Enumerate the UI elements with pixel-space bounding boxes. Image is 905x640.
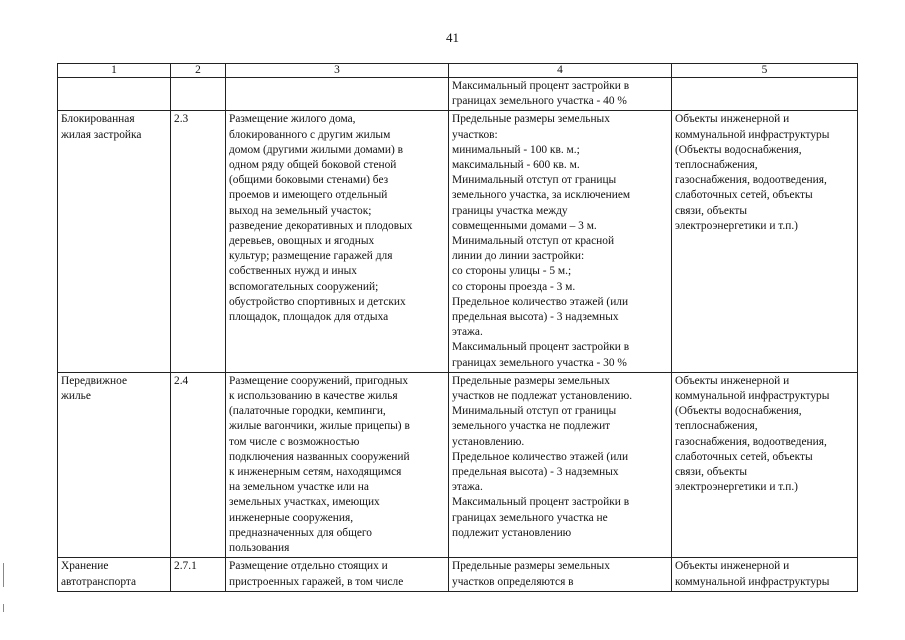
column-number: 4 [449,64,672,78]
use-name-cell [58,558,171,591]
text-line: связи, объекты [675,466,747,479]
text-line: коммунальной инфраструктуры [675,575,830,588]
description-cell [226,372,449,557]
text-line: этажа. [452,326,483,339]
text-line: связи, объекты [675,204,747,217]
text-line: электроэнергетики и т.п.) [675,481,798,494]
parameters-cell [449,558,672,591]
text-line: домом (другими жилыми домами) в [229,143,404,156]
text-line: слаботочных сетей, объекты [675,189,813,202]
use-code-cell: 2.7.1 [171,558,226,591]
use-name-cell [58,78,171,111]
text-line: Максимальный процент застройки в [452,80,630,92]
text-line: том числе с возможностью [229,435,360,448]
parameters-cell [449,78,672,111]
text-line: Размещение сооружений, пригодных [229,374,409,387]
text-line: жилые вагончики, жилые прицепы) в [229,420,410,433]
text-line: Предельные размеры земельных [452,560,610,573]
text-line: теплоснабжения, [675,159,758,172]
text-line: Максимальный процент застройки в [452,496,630,509]
text-line: границах земельного участка - 30 % [452,356,627,369]
text-line: пристроенных гаражей, в том числе [229,575,404,588]
text-line: газоснабжения, водоотведения, [675,174,827,187]
text-line: одном ряду общей боковой стеной [229,159,397,172]
text-line: Предельные размеры земельных [452,113,610,126]
column-number: 1 [58,64,171,78]
text-line: блокированного с другим жилым [229,128,391,141]
zoning-table [57,63,858,592]
text-line: Объекты инженерной и [675,374,790,387]
use-code-cell [171,78,226,111]
text-line: газоснабжения, водоотведения, [675,435,827,448]
text-line: инженерные сооружения, [229,511,354,524]
parameters-cell [449,111,672,372]
objects-cell [672,78,858,111]
text-line: к инженерным сетям, находящимся [229,466,402,479]
text-line: участков определяются в [452,575,574,588]
text-line: вспомогательных сооружений; [229,280,379,293]
text-line: теплоснабжения, [675,420,758,433]
text-line: к использованию в качестве жилья [229,390,398,403]
text-line: участков: [452,128,498,141]
column-number: 2 [171,64,226,78]
text-line: жилье [61,390,91,403]
text-line: Объекты инженерной и [675,560,790,573]
text-line: Объекты инженерной и [675,113,790,126]
description-cell [226,111,449,372]
text-line: Минимальный отступ от красной [452,235,615,248]
text-line: предназначенных для общего [229,526,372,539]
text-line: (палаточные городки, кемпинги, [229,405,386,418]
text-line: Размещение отдельно стоящих и [229,560,388,573]
column-number: 5 [672,64,858,78]
text-line: разведение декоративных и плодовых [229,219,413,232]
text-line: Предельное количество этажей (или [452,295,629,308]
text-line: предельная высота) - 3 надземных [452,466,619,479]
text-line: на земельном участке или на [229,481,369,494]
table-row [58,78,858,111]
parameters-cell [449,372,672,557]
text-line: слаботочных сетей, объекты [675,450,813,463]
description-cell [226,78,449,111]
text-line: подлежит установлению [452,526,572,539]
text-line: (Объекты водоснабжения, [675,405,802,418]
text-line: Размещение жилого дома, [229,113,356,126]
text-line: Передвижное [61,374,128,387]
text-line: автотранспорта [61,575,137,588]
text-line: земельного участка не подлежит [452,420,611,433]
text-line: коммунальной инфраструктуры [675,390,830,403]
text-line: Предельные размеры земельных [452,374,610,387]
text-line: Блокированная [61,113,135,126]
text-line: со стороны улицы - 5 м.; [452,265,572,278]
text-line: границы участка между [452,204,568,217]
text-line: выход на земельный участок; [229,204,372,217]
use-code-cell: 2.3 [171,111,226,372]
text-line: культур; размещение гаражей для [229,250,393,263]
text-line: подключения названных сооружений [229,450,410,463]
text-line: электроэнергетики и т.п.) [675,219,798,232]
text-line: установлению. [452,435,525,448]
objects-cell [672,111,858,372]
table-row [58,558,858,591]
text-line: жилая застройка [61,128,142,141]
description-cell [226,558,449,591]
text-line: минимальный - 100 кв. м.; [452,143,580,156]
text-line: Хранение [61,560,109,573]
use-name-cell [58,372,171,557]
objects-cell [672,558,858,591]
scan-mark [3,563,4,587]
scan-mark [3,604,4,612]
table-body [58,78,858,592]
text-line: со стороны проезда - 3 м. [452,280,576,293]
column-number: 3 [226,64,449,78]
text-line: земельных участках, имеющих [229,496,380,509]
text-line: Максимальный процент застройки в [452,341,630,354]
text-line: коммунальной инфраструктуры [675,128,830,141]
text-line: Предельное количество этажей (или [452,450,629,463]
use-name-cell [58,111,171,372]
text-line: земельного участка, за исключением [452,189,631,202]
text-line: этажа. [452,481,483,494]
text-line: Минимальный отступ от границы [452,174,617,187]
text-line: Минимальный отступ от границы [452,405,617,418]
text-line: проемов и имеющего отдельный [229,189,388,202]
text-line: границах земельного участка - 40 % [452,95,627,108]
text-line: пользования [229,542,290,555]
text-line: границах земельного участка не [452,511,608,524]
text-line: совмещенными домами – 3 м. [452,219,597,232]
page-number: 41 [446,30,459,45]
column-number-row [58,64,858,78]
text-line: линии до линии застройки: [452,250,585,263]
text-line: деревьев, овощных и ягодных [229,235,375,248]
table-row [58,111,858,372]
text-line: (Объекты водоснабжения, [675,143,802,156]
text-line: участков не подлежат установлению. [452,390,633,403]
objects-cell [672,372,858,557]
use-code-cell: 2.4 [171,372,226,557]
text-line: максимальный - 600 кв. м. [452,159,580,172]
table-row [58,372,858,557]
text-line: предельная высота) - 3 надземных [452,311,619,324]
text-line: обустройство спортивных и детских [229,295,406,308]
text-line: (общими боковыми стенами) без [229,174,389,187]
text-line: собственных нужд и иных [229,265,357,278]
text-line: площадок, площадок для отдыха [229,311,389,324]
